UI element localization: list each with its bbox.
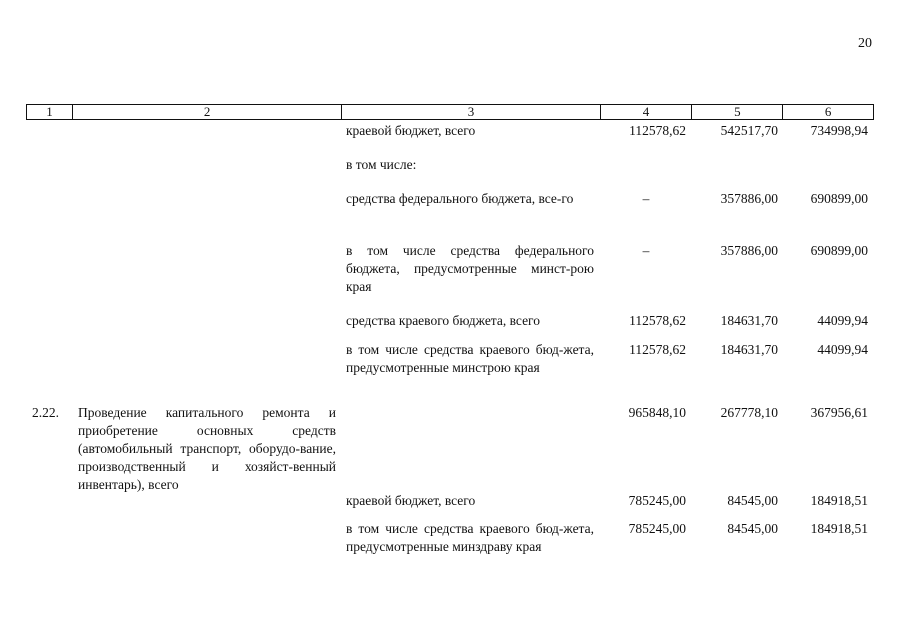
table-header-row: [26, 104, 874, 120]
row-description: в том числе:: [346, 157, 417, 172]
row-value-col4: 785245,00: [628, 521, 686, 536]
row-value-col4: 112578,62: [629, 313, 686, 328]
row-description: в том числе средства краевого бюд-жета, предусмотренные минздраву края: [346, 521, 594, 554]
column-header-5: 5: [692, 105, 783, 119]
row-value-col6: 184918,51: [810, 521, 868, 536]
row-description: в том числе средства краевого бюд-жета, предусмотренные минстрою края: [346, 342, 594, 375]
row-value-col5: 184631,70: [720, 313, 778, 328]
row-value-col5: 84545,00: [727, 493, 778, 508]
row-value-col4: 965848,10: [628, 405, 686, 420]
row-value-col6: 734998,94: [810, 123, 868, 138]
row-value-col4: –: [642, 243, 650, 258]
row-description: средства федерального бюджета, все-го: [346, 191, 574, 206]
row-value-col5: 84545,00: [727, 521, 778, 536]
row-description: средства краевого бюджета, всего: [346, 313, 541, 328]
row-value-col6: 44099,94: [817, 342, 868, 357]
row-description: в том числе средства федерального бюджета, предусмотренные минст-рою края: [346, 243, 594, 294]
row-value-col6: 367956,61: [810, 405, 868, 420]
row-value-col5: 267778,10: [720, 405, 778, 420]
row-value-col5: 357886,00: [720, 243, 778, 258]
row-description: краевой бюджет, всего: [346, 493, 476, 508]
column-header-3: 3: [342, 105, 600, 119]
row-number: 2.22.: [32, 405, 59, 420]
row-value-col6: 690899,00: [810, 243, 868, 258]
row-value-col4: 112578,62: [629, 123, 686, 138]
column-header-1: 1: [27, 105, 73, 119]
column-header-6: 6: [824, 104, 832, 119]
column-header-4: 4: [601, 105, 693, 119]
row-value-col6: 184918,51: [810, 493, 868, 508]
row-value-col5: 357886,00: [720, 191, 778, 206]
row-value-col4: –: [642, 191, 650, 206]
row-name: Проведение капитального ремонта и приобретение основных средств (автомобильный транспорт, оборудо-вание, производственный и хозяйст-венный инвентарь), всего: [78, 405, 336, 492]
column-header-2: 2: [73, 105, 342, 119]
row-value-col4: 112578,62: [629, 342, 686, 357]
row-value-col6: 690899,00: [810, 191, 868, 206]
row-value-col6: 44099,94: [817, 313, 868, 328]
page-number: 20: [858, 36, 872, 51]
row-value-col5: 542517,70: [720, 123, 778, 138]
row-description: краевой бюджет, всего: [346, 123, 476, 138]
row-value-col5: 184631,70: [720, 342, 778, 357]
row-value-col4: 785245,00: [628, 493, 686, 508]
